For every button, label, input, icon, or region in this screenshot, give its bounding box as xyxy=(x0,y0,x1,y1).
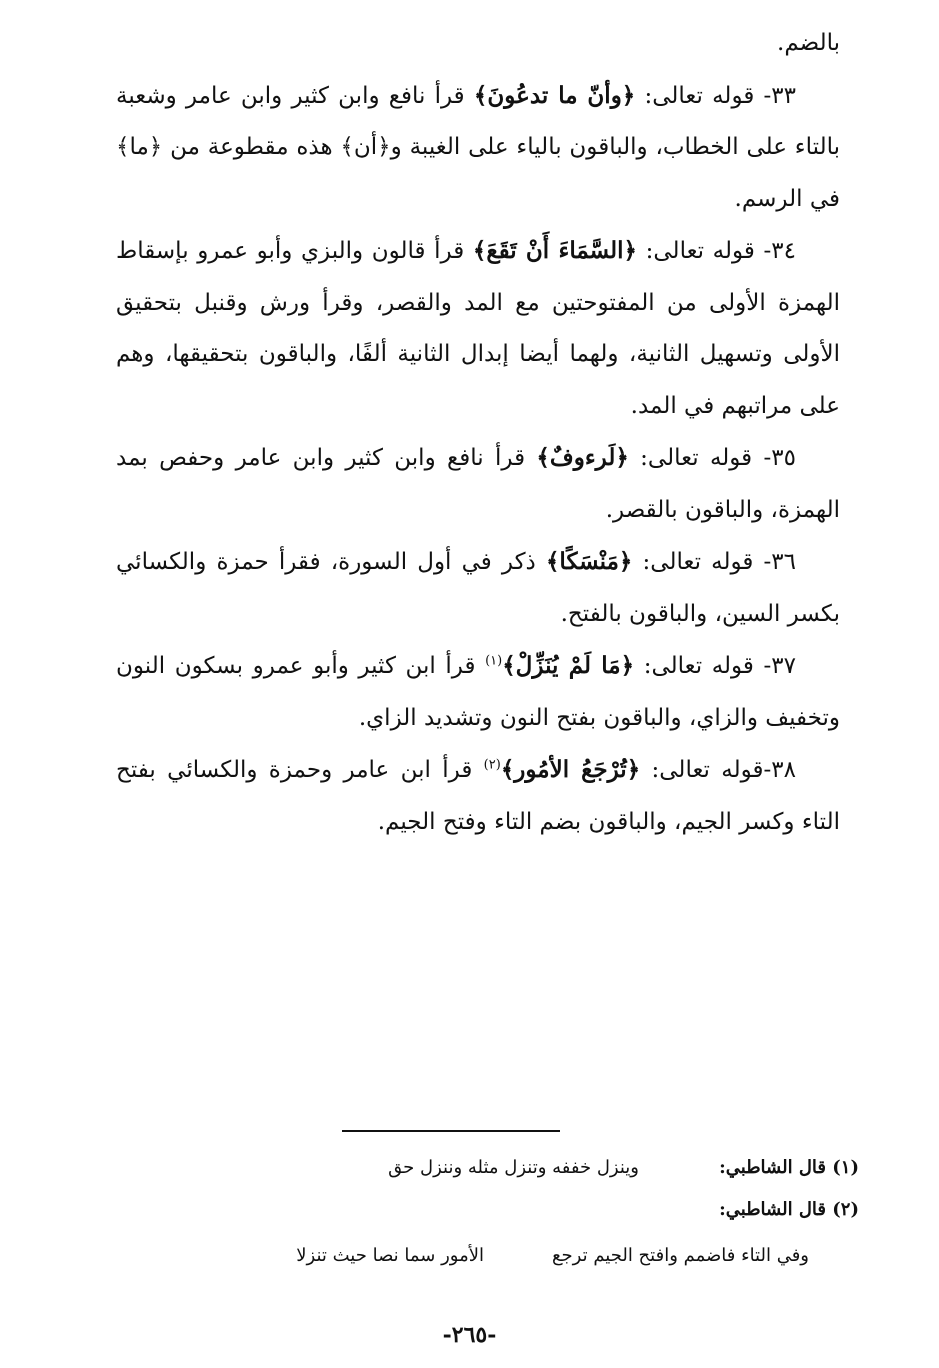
footnote-divider xyxy=(342,1130,560,1132)
main-text-block xyxy=(116,18,840,848)
paragraph-37-text: قرأ ابن كثير وأبو عمرو بسكون النون وتخفيف والزاي، والباقون بفتح النون وتشديد الزاي. xyxy=(116,653,840,731)
paragraph-38-verse: ﴿تُرْجَعُ الأمُور﴾ xyxy=(500,756,641,783)
paragraph-36-verse: ﴿مَنْسَكًا﴾ xyxy=(545,548,633,575)
paragraph-34-lead: ٣٤- قوله تعالى: xyxy=(637,238,797,264)
paragraph-33-lead: ٣٣- قوله تعالى: xyxy=(635,82,797,109)
paragraph-33-verse: ﴿وأنّ ما تدعُونَ﴾ xyxy=(473,81,636,109)
paragraph-36-text: ذكر في أول السورة، فقرأ حمزة والكسائي بكسر السين، والباقون بالفتح. xyxy=(116,549,840,627)
paragraph-33-text: قرأ نافع وابن كثير وابن عامر وشعبة بالتاء على الخطاب، والباقون بالياء على الغيبة و﴿أن﴾ هذه مقطوعة من ﴿ما﴾ في الرسم. xyxy=(116,82,840,212)
footnote-2-hemistich-1: وفي التاء فاضمم وافتح الجيم ترجع xyxy=(551,1245,809,1266)
paragraph-34-verse: ﴿السَّمَاءَ أَنْ تَقَعَ﴾ xyxy=(472,237,638,264)
footnote-ref-2[interactable]: (٢) xyxy=(483,757,501,773)
continuation-line xyxy=(116,18,840,70)
continuation-text: بالضم. xyxy=(777,30,840,56)
paragraph-35-lead: ٣٥- قوله تعالى: xyxy=(628,445,796,471)
paragraph-37-verse: ﴿مَا لَمْ يُنَزِّلْ﴾ xyxy=(502,652,635,679)
page-number: -٢٦٥- xyxy=(442,1322,497,1348)
footnote-2-label: (٢) قال الشاطبي: xyxy=(719,1199,859,1220)
paragraph-35 xyxy=(116,432,840,536)
paragraph-37 xyxy=(116,640,840,744)
footnote-2-hemistich-2: الأمور سما نصا حيث تنزلا xyxy=(296,1245,484,1266)
paragraph-36 xyxy=(116,536,840,640)
paragraph-38 xyxy=(116,744,840,848)
paragraph-33 xyxy=(116,70,840,226)
paragraph-35-text: قرأ نافع وابن كثير وابن عامر وحفص بمد الهمزة، والباقون بالقصر. xyxy=(116,445,840,523)
footnote-1-label: (١) قال الشاطبي: xyxy=(719,1157,859,1178)
paragraph-35-verse: ﴿لَرءوفٌ﴾ xyxy=(536,444,629,471)
paragraph-36-lead: ٣٦- قوله تعالى: xyxy=(632,549,796,575)
footnote-ref-1[interactable]: (١) xyxy=(485,653,503,669)
paragraph-38-text: قرأ ابن عامر وحمزة والكسائي بفتح التاء وكسر الجيم، والباقون بضم التاء وفتح الجيم. xyxy=(116,757,840,835)
paragraph-37-lead: ٣٧- قوله تعالى: xyxy=(634,653,796,679)
paragraph-34-text: قرأ قالون والبزي وأبو عمرو بإسقاط الهمزة الأولى من المفتوحتين مع المد والقصر، وقرأ ورش وقنبل بتحقيق الأولى وتسهيل الثانية، ولهما أيضا إبدال الثانية ألفًا، والباقون بتحقيقها، وهم على مراتبهم في المد. xyxy=(116,238,840,419)
footnote-1-verse: وينزل خففه وتنزل مثله وننزل حق xyxy=(388,1157,639,1178)
paragraph-34 xyxy=(116,225,840,432)
paragraph-38-lead: ٣٨-قوله تعالى: xyxy=(640,757,796,783)
